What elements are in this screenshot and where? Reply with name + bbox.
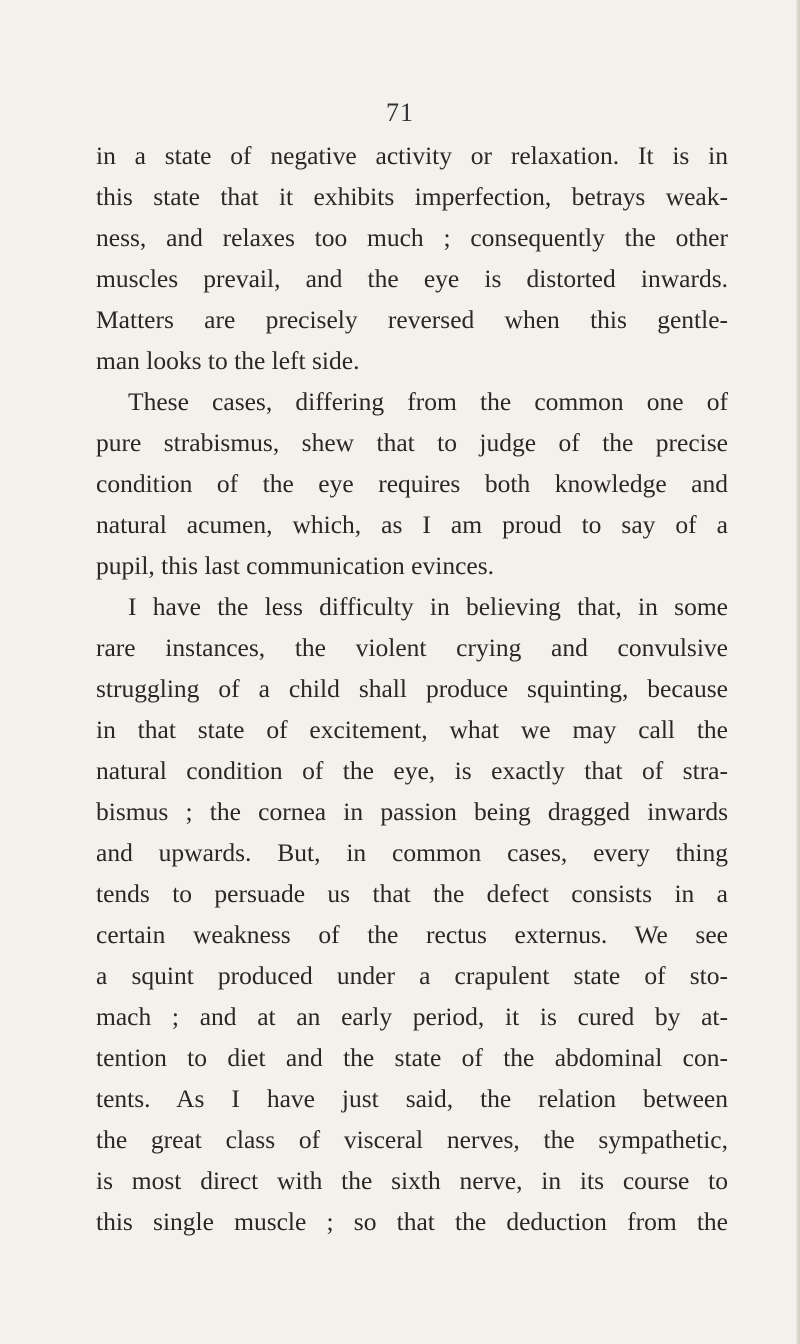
text-line: this single muscle ; so that the deduction from the xyxy=(96,1207,728,1236)
page-number: 71 xyxy=(386,98,414,127)
text-line: tention to diet and the state of the abdominal con- xyxy=(96,1043,728,1072)
body-text xyxy=(96,135,728,1242)
text-line: natural condition of the eye, is exactly that of stra- xyxy=(96,756,728,785)
text-line: mach ; and at an early period, it is cured by at- xyxy=(96,1002,728,1031)
text-line: pupil, this last communication evinces. xyxy=(96,551,495,580)
text-line: Matters are precisely reversed when this gentle- xyxy=(96,305,728,334)
text-line: is most direct with the sixth nerve, in its course to xyxy=(96,1166,728,1195)
text-line: tends to persuade us that the defect consists in a xyxy=(96,879,728,908)
page-edge-shadow xyxy=(796,0,800,1344)
text-line: tents. As I have just said, the relation between xyxy=(96,1084,728,1113)
text-line: I have the less difficulty in believing that, in some xyxy=(128,592,728,621)
text-line: bismus ; the cornea in passion being dragged inwards xyxy=(96,797,728,826)
text-line: struggling of a child shall produce squinting, because xyxy=(96,674,728,703)
text-line: this state that it exhibits imperfection, betrays weak- xyxy=(96,182,728,211)
text-line: pure strabismus, shew that to judge of the precise xyxy=(96,428,728,457)
text-line: rare instances, the violent crying and convulsive xyxy=(96,633,728,662)
text-line: the great class of visceral nerves, the sympathetic, xyxy=(96,1125,728,1154)
text-line: a squint produced under a crapulent state of sto- xyxy=(96,961,728,990)
text-line: ness, and relaxes too much ; consequently the other xyxy=(96,223,728,252)
text-line: certain weakness of the rectus externus. We see xyxy=(96,920,728,949)
text-line: in a state of negative activity or relaxation. It is in xyxy=(96,141,728,170)
text-line: natural acumen, which, as I am proud to say of a xyxy=(96,510,728,539)
text-line: muscles prevail, and the eye is distorted inwards. xyxy=(96,264,728,293)
text-line: in that state of excitement, what we may call the xyxy=(96,715,728,744)
text-line: and upwards. But, in common cases, every thing xyxy=(96,838,728,867)
text-line: These cases, differing from the common one of xyxy=(128,387,728,416)
text-line: man looks to the left side. xyxy=(96,346,360,375)
text-line: condition of the eye requires both knowledge and xyxy=(96,469,728,498)
